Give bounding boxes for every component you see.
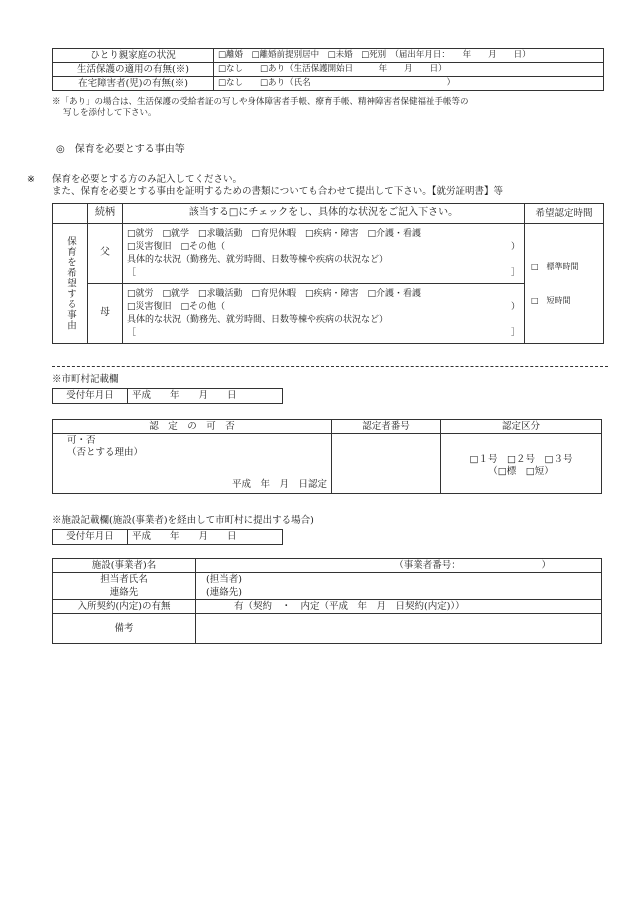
disability-label: 在宅障害者(児)の有無(※) (53, 77, 214, 91)
approval-cell (53, 434, 332, 494)
municipal-receipt-label: 受付年月日 (53, 389, 128, 404)
certifier-number-field[interactable] (332, 434, 441, 494)
table-header-row (53, 420, 602, 434)
facility-name-label: 施設(事業者)名 (53, 559, 196, 573)
mother-reason-cell (123, 284, 525, 344)
table-row (53, 284, 604, 344)
table-row (53, 389, 283, 404)
reason-vertical-cell (53, 224, 88, 344)
empty-header-cell (53, 204, 88, 224)
approval-header: 認 定 の 可 否 (53, 420, 332, 434)
attachment-note (52, 97, 469, 118)
standard-time-option[interactable]: □ 標準時間 (531, 261, 579, 271)
father-other-close: ） (510, 241, 520, 252)
approval-date[interactable]: 平成 年 月 日認定 (231, 479, 327, 491)
father-other-line (127, 241, 520, 254)
short-time-option[interactable]: □ 短時間 (531, 295, 571, 305)
table-row (53, 586, 602, 600)
facility-receipt-label: 受付年月日 (53, 530, 128, 545)
welfare-label: 生活保護の適用の有無(※) (53, 63, 214, 77)
category-cell (441, 434, 602, 494)
instruction-mark: ※ (27, 174, 35, 185)
staff-name-field[interactable]: (担当者) (196, 573, 602, 587)
table-row (53, 434, 602, 494)
household-status-table (52, 48, 604, 91)
table-row (53, 559, 602, 573)
facility-section-title: ※施設記載欄(施設(事業者)を経由して市町村に提出する場合) (52, 515, 314, 526)
table-header-row (53, 204, 604, 224)
category-options[interactable]: □１号 □２号 □３号 (469, 454, 573, 465)
contract-label: 入所契約(内定)の有無 (53, 600, 196, 614)
category-header: 認定区分 (441, 420, 602, 434)
rejection-reason-label: （否とする理由） (67, 446, 144, 458)
single-parent-options[interactable]: □離婚 □離婚前提別居中 □未婚 □死別 （届出年月日： 年 月 日） (214, 49, 604, 63)
bracket-open: ［ (127, 327, 137, 338)
table-row (53, 77, 604, 91)
facility-name-field[interactable]: （事業者番号： ） (196, 559, 602, 573)
staff-name-label: 担当者氏名 (53, 573, 196, 587)
father-reason-options[interactable]: □就労 □就学 □求職活動 □育児休暇 □疾病・障害 □介護・看護 (127, 228, 422, 239)
attachment-note-line: ※「あり」の場合は、生活保護の受給者証の写しや身体障害者手帳、療育手帳、精神障害者保健福祉手帳等の (52, 97, 469, 107)
instruction-header: 該当する□にチェックをし、具体的な状況をご記入下さい。 (123, 204, 525, 224)
approval-options[interactable]: 可・否 (67, 435, 96, 446)
father-other-option[interactable]: □災害復旧 □その他（ (127, 241, 226, 252)
category-time-options[interactable]: （□標 □短） (488, 465, 554, 477)
table-row (53, 224, 604, 284)
facility-receipt-date[interactable]: 平成 年 月 日 (128, 530, 283, 545)
municipal-receipt-table (52, 388, 283, 404)
instruction-line: 保育を必要とする方のみ記入してください。 (52, 174, 243, 185)
instruction-line: また、保育を必要とする事由を証明するための書類についても合わせて提出して下さい。【就労証明書】等 (52, 185, 504, 197)
municipal-receipt-date[interactable]: 平成 年 月 日 (128, 389, 283, 404)
mother-other-option[interactable]: □災害復旧 □その他（ (127, 301, 226, 312)
bracket-close: ］ (510, 327, 520, 338)
remarks-field[interactable] (196, 614, 602, 644)
childcare-reason-table (52, 203, 604, 344)
time-header: 希望認定時間 (525, 204, 604, 224)
mother-other-line (127, 301, 520, 314)
relation-header: 続柄 (88, 204, 123, 224)
reason-vertical-label: 保育を希望する事由 (64, 236, 76, 331)
disability-options[interactable]: □なし □あり（氏名 ） (214, 77, 604, 91)
mother-detail-field[interactable] (127, 327, 520, 340)
contact-label: 連絡先 (53, 586, 196, 600)
bracket-close: ］ (510, 267, 520, 278)
contract-options[interactable]: 有（契約 ・ 内定（平成 年 月 日契約(内定)）） (196, 600, 602, 614)
instruction-text (52, 174, 503, 198)
welfare-options[interactable]: □なし □あり（生活保護開始日 年 月 日） (214, 63, 604, 77)
attachment-note-line: 写しを添付して下さい。 (63, 107, 157, 118)
relation-mother: 母 (88, 284, 123, 344)
table-row (53, 63, 604, 77)
table-row (53, 573, 602, 587)
time-options-cell (525, 224, 604, 344)
certification-table (52, 419, 602, 494)
table-row (53, 614, 602, 644)
single-parent-label: ひとり親家庭の状況 (53, 49, 214, 63)
relation-father: 父 (88, 224, 123, 284)
table-row (53, 600, 602, 614)
mother-other-close: ） (510, 301, 520, 312)
father-detail-field[interactable] (127, 267, 520, 280)
father-reason-cell (123, 224, 525, 284)
section-title: ◎ 保育を必要とする事由等 (56, 144, 185, 155)
municipal-section-title: ※市町村記載欄 (52, 374, 119, 385)
facility-receipt-table (52, 529, 283, 545)
table-row (53, 49, 604, 63)
table-row (53, 530, 283, 545)
bracket-open: ［ (127, 267, 137, 278)
remarks-label: 備考 (53, 614, 196, 644)
certifier-number-header: 認定者番号 (332, 420, 441, 434)
mother-reason-options[interactable]: □就労 □就学 □求職活動 □育児休暇 □疾病・障害 □介護・看護 (127, 288, 422, 299)
dashed-divider (52, 366, 608, 367)
father-detail-label: 具体的な状況（勤務先、就労時間、日数等棟や疾病の状況など） (127, 254, 389, 265)
contact-field[interactable]: (連絡先) (196, 586, 602, 600)
mother-detail-label: 具体的な状況（勤務先、就労時間、日数等棟や疾病の状況など） (127, 314, 389, 325)
facility-table (52, 558, 602, 644)
